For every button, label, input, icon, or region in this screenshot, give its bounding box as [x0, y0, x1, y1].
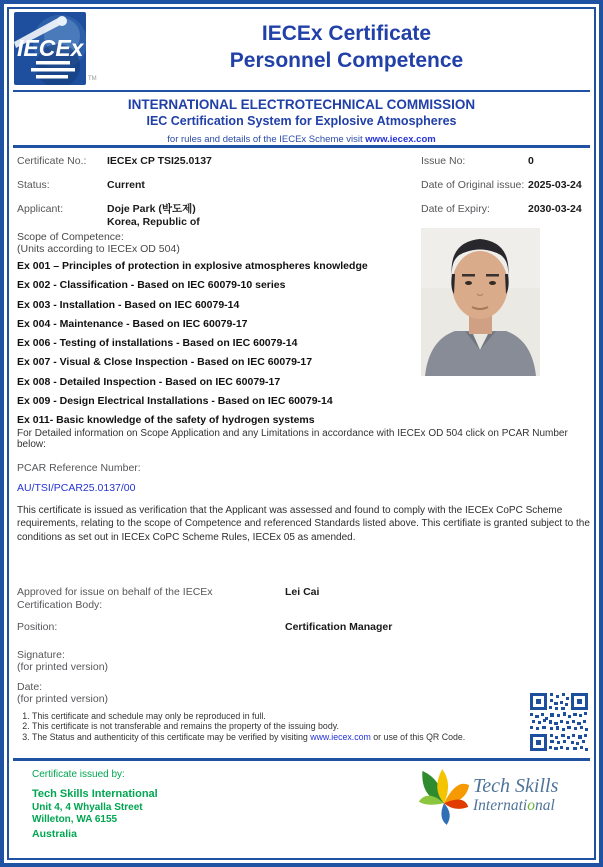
tech-skills-wordmark: Tech Skills: [473, 775, 559, 797]
original-issue-label: Date of Original issue:: [421, 179, 525, 191]
logo-tm-label: TM: [88, 76, 97, 82]
certificate-no-value: IECEx CP TSI25.0137: [107, 155, 212, 167]
iecex-website-link[interactable]: www.iecex.com: [365, 134, 436, 145]
unit-ex011: Ex 011- Basic knowledge of the safety of hydrogen systems: [17, 414, 315, 427]
international-pre: Internati: [473, 797, 528, 814]
tech-skills-logo: [417, 766, 558, 828]
header: [9, 9, 594, 90]
divider-footer: [13, 758, 590, 761]
footnote-2: 2. This certificate is not transferable and remains the property of the issuing body.: [32, 721, 499, 731]
unit-ex001: Ex 001 – Principles of protection in explosive atmospheres knowledge: [17, 260, 368, 272]
unit-ex004: Ex 004 - Maintenance - Based on IEC 60079-17: [17, 317, 248, 330]
scheme-name: IEC Certification System for Explosive Atmospheres: [146, 114, 457, 128]
divider-header: [13, 145, 590, 148]
issuer-address-line1: Unit 4, 4 Whyalla Street: [32, 802, 143, 813]
certificate-statement: This certificate is issued as verification that the Applicant was assessed and found to comply with the IECEx CoPC Scheme requirements, relating to the scope of Competence and referenced Standards listed above. This certifiate is granted subject to the conditions as set out in IECEx CoPC Scheme Rules, IECEx 05 as amended.: [17, 505, 590, 543]
unit-ex006: Ex 006 - Testing of installations - Based on IEC 60079-14: [17, 337, 298, 350]
issuer-country: Australia: [32, 828, 77, 840]
commission-name: INTERNATIONAL ELECTROTECHNICAL COMMISSION: [127, 97, 476, 112]
approved-by-name: Lei Cai: [285, 586, 320, 598]
unit-ex008: Ex 008 - Detailed Inspection - Based on IEC 60079-17: [17, 375, 281, 388]
iecex-logo: [9, 9, 99, 90]
approved-by-label: Approved for issue on behalf of the IECEx Certification Body:: [17, 586, 213, 611]
signature-note: (for printed version): [17, 661, 109, 673]
issuer-name: Tech Skills International: [32, 788, 158, 800]
original-issue-value: 2025-03-24: [528, 179, 582, 191]
issue-no-label: Issue No:: [421, 155, 466, 167]
footnote-3-prefix: The Status and authenticity of this certificate may be verified by visiting: [32, 731, 311, 742]
applicant-photo: [421, 228, 540, 376]
title-line-2: Personnel Competence: [229, 49, 464, 72]
issue-no-value: 0: [528, 155, 534, 167]
tech-skills-logo-text: [473, 776, 558, 814]
position-label: Position:: [17, 621, 58, 633]
title-line-1: IECEx Certificate: [261, 22, 432, 45]
position-value: Certification Manager: [285, 621, 393, 633]
unit-ex002: Ex 002 - Classification - Based on IEC 60079-10 series: [17, 279, 286, 292]
unit-ex009: Ex 009 - Design Electrical Installations - Based on IEC 60079-14: [17, 395, 333, 408]
international-green-o: o: [527, 797, 535, 814]
unit-ex007: Ex 007 - Visual & Close Inspection - Based on IEC 60079-17: [17, 356, 313, 369]
status-value: Current: [107, 179, 145, 191]
footnote-1: 1. This certificate and schedule may only be reproduced in full.: [32, 711, 499, 721]
pcar-detail-note: For Detailed information on Scope Application and any Limitations in accordance with IECEx OD 504 click on PCAR Number below:: [17, 428, 568, 450]
pcar-reference-link[interactable]: AU/TSI/PCAR25.0137/00: [17, 482, 136, 494]
footnote-3: [32, 732, 499, 742]
tech-skills-bird-icon: [417, 766, 471, 828]
expiry-value: 2030-03-24: [528, 203, 582, 215]
rules-note: [9, 134, 594, 145]
qr-code: [530, 692, 588, 752]
divider-top: [13, 90, 590, 92]
rules-note-text: for rules and details of the IECEx Scheme visit: [167, 134, 366, 145]
certificate-title: [99, 9, 594, 90]
applicant-name: Doje Park (박도제): [107, 203, 196, 215]
unit-ex003: Ex 003 - Installation - Based on IEC 60079-14: [17, 298, 240, 311]
commission-block: [9, 97, 594, 145]
international-post: nal: [535, 797, 555, 814]
competence-units-list: [17, 261, 417, 435]
applicant-label: Applicant:: [17, 203, 64, 215]
pcar-reference-label: PCAR Reference Number:: [17, 462, 141, 474]
issued-by-label: Certificate issued by:: [32, 769, 125, 780]
status-label: Status:: [17, 179, 50, 191]
international-wordmark: [473, 797, 558, 814]
footnotes-list: [19, 711, 499, 742]
date-note: (for printed version): [17, 693, 109, 705]
footnote-iecex-link[interactable]: www.iecex.com: [310, 731, 371, 742]
issuer-address-line2: Willeton, WA 6155: [32, 814, 118, 825]
expiry-label: Date of Expiry:: [421, 203, 490, 215]
scope-of-competence-label: [17, 231, 180, 255]
scope-label-line1: Scope of Competence:: [17, 231, 124, 243]
date-label: Date:: [17, 681, 43, 693]
svg-text:IECEx: IECEx: [17, 35, 84, 61]
certificate-inner-frame: [7, 7, 596, 860]
scope-label-line2: (Units according to IECEx OD 504): [17, 243, 180, 255]
footnote-3-suffix: or use of this QR Code.: [370, 731, 466, 742]
signature-label: Signature:: [17, 649, 65, 661]
iecex-logo-icon: [14, 12, 86, 85]
certificate-no-label: Certificate No.:: [17, 155, 87, 167]
applicant-country: Korea, Republic of: [107, 216, 200, 228]
